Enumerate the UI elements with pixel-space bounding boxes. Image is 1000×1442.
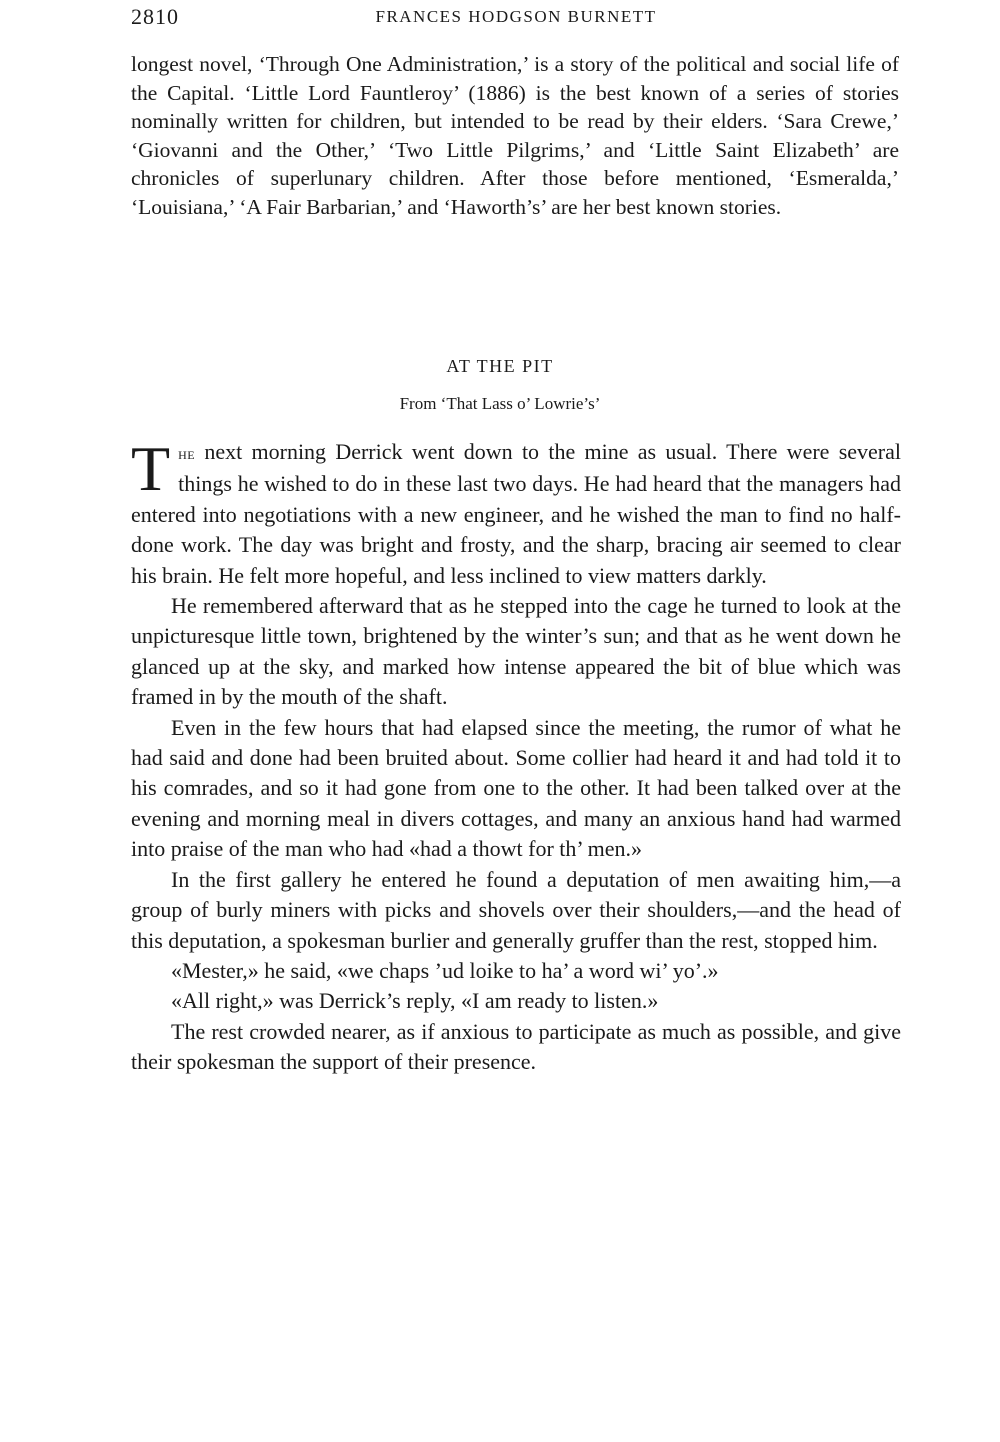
first-word-rest: he bbox=[178, 444, 196, 463]
story-paragraph-3: Even in the few hours that had elapsed since the meeting, the rumor of what he had said and done had been bruited about. Some collier had heard it and had told it to his comrades, and so it had gone from one to the other. It had been talked over at the evening and morning meal in divers cottages, and many an anxious hand had warmed into praise of the man who had «had a thowt for th’ men.» bbox=[131, 714, 901, 862]
page-header bbox=[131, 4, 901, 32]
story-paragraph-6: «All right,» was Derrick’s reply, «I am ready to listen.» bbox=[171, 988, 659, 1014]
section-source: From ‘That Lass o’ Lowrie’s’ bbox=[399, 394, 601, 413]
story-body bbox=[131, 433, 901, 1078]
intro-paragraph: longest novel, ‘Through One Administration,’ is a story of the political and social life of the Capital. ‘Little Lord Fauntleroy’ (1886) is the best known of a series of stories nominally written for children, but intended to be read by their elders. ‘Sara Crewe,’ ‘Giovanni and the Other,’ ‘Two Little Pilgrims,’ and ‘Little Saint Elizabeth’ are chronicles of superlunary children. After those before mentioned, ‘Esmeralda,’ ‘Louisiana,’ ‘A Fair Barbarian,’ and ‘Haworth’s’ are her best known stories. bbox=[131, 52, 899, 219]
first-paragraph-text: next morning Derrick went down to the mine as usual. There were several things he wished to do in these last two days. He had heard that the managers had entered into negotiations with a new engineer, and he wished the man to find no half-done work. The day was bright and frosty, and the sharp, bracing air seemed to clear his brain. He felt more hopeful, and less inclined to view matters darkly. bbox=[131, 439, 901, 588]
story-paragraph-7: The rest crowded nearer, as if anxious to participate as much as possible, and give their spokesman the support of their presence. bbox=[131, 1018, 901, 1075]
page-number: 2810 bbox=[131, 4, 179, 29]
drop-cap: T bbox=[131, 433, 171, 504]
section-title: AT THE PIT bbox=[446, 356, 554, 376]
story-paragraph-2: He remembered afterward that as he stepped into the cage he turned to look at the unpicturesque little town, brightened by the winter’s sun; and that as he went down he glanced up at the sky, and marked how intense appeared the bit of blue which was framed in by the mouth of the shaft. bbox=[131, 593, 901, 710]
story-paragraph-4: In the first gallery he entered he found a deputation of men awaiting him,—a group of burly miners with picks and shovels over their shoulders,—and the head of this deputation, a spokesman burlier and generally gruffer than the rest, stopped him. bbox=[131, 866, 901, 953]
story-paragraph-1 bbox=[131, 433, 901, 591]
running-head: FRANCES HODGSON BURNETT bbox=[375, 7, 657, 26]
story-paragraph-5: «Mester,» he said, «we chaps ’ud loike to ha’ a word wi’ yo’.» bbox=[171, 957, 719, 983]
